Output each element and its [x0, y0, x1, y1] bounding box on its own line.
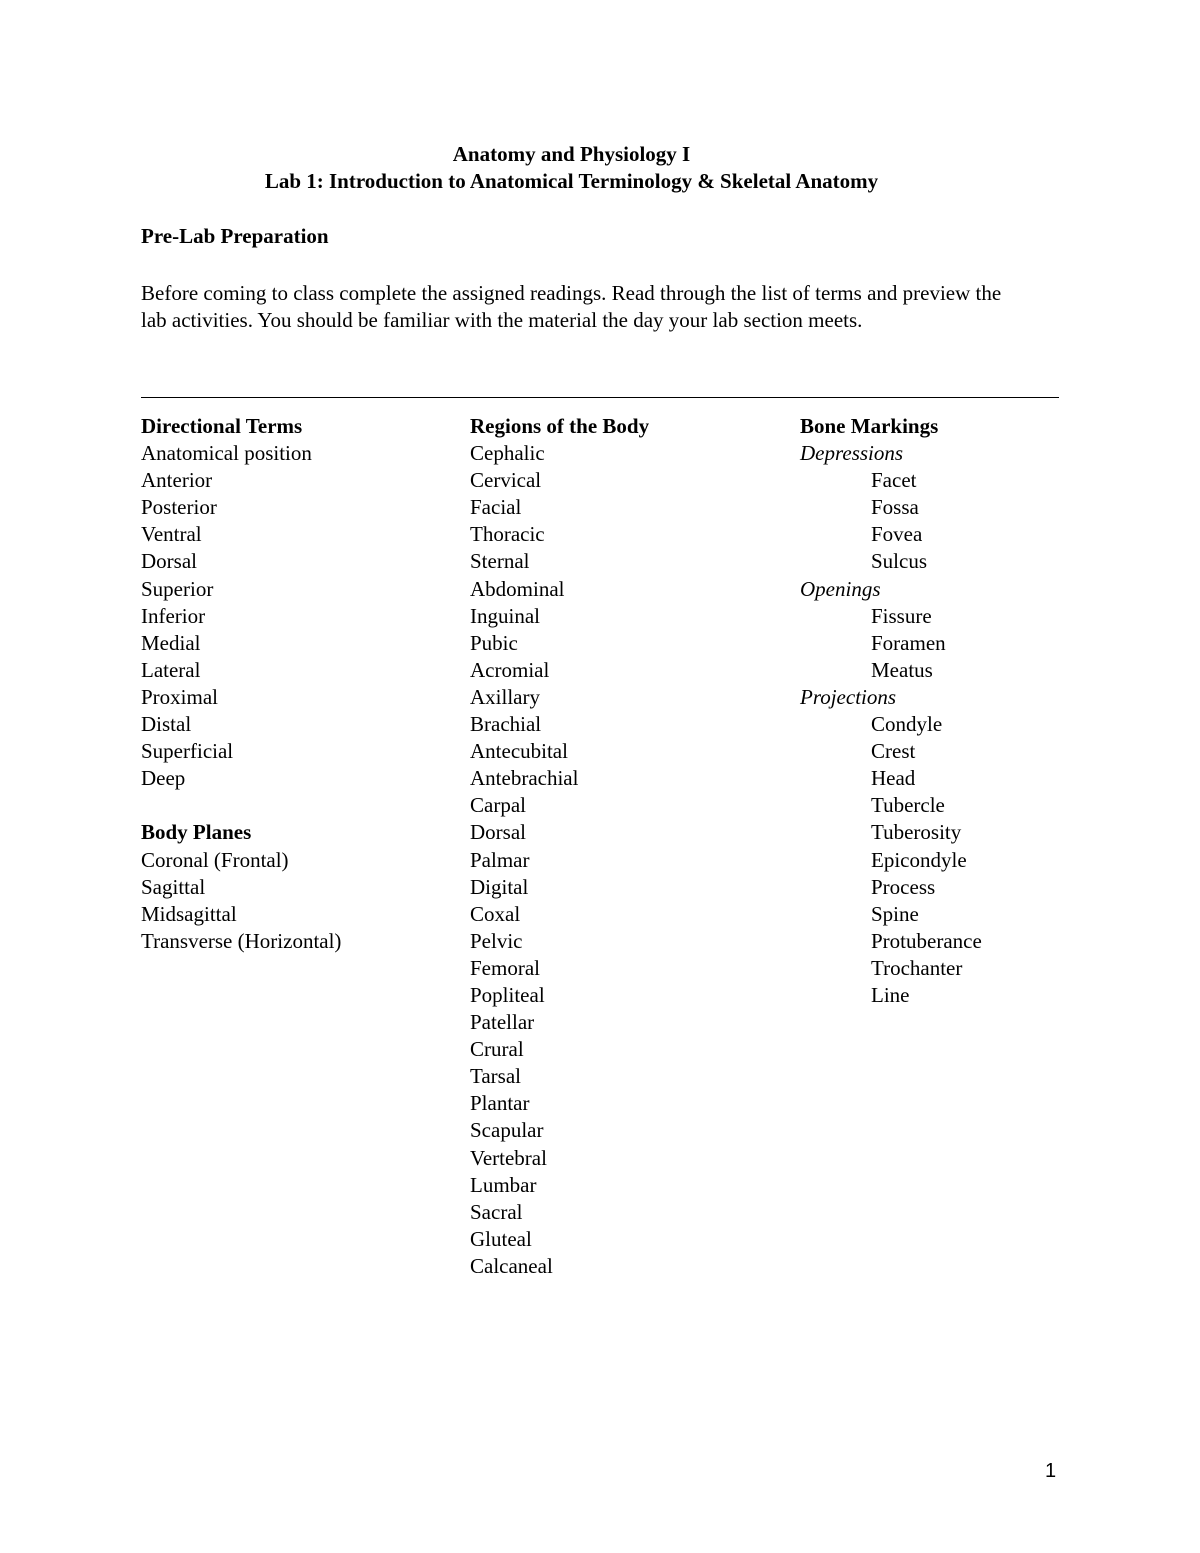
region-term: Popliteal [470, 982, 545, 1007]
column-bone-markings [800, 413, 982, 1009]
region-term: Cervical [470, 468, 542, 493]
directional-term: Lateral [141, 657, 201, 682]
regions-heading: Regions of the Body [470, 414, 650, 438]
directional-term: Proximal [141, 684, 218, 709]
directional-term: Deep [141, 766, 186, 791]
bone-marking-term: Spine [871, 901, 919, 926]
directional-term: Superior [141, 576, 214, 601]
bone-marking-term: Fovea [871, 522, 923, 547]
region-term: Patellar [470, 1010, 535, 1035]
region-term: Lumbar [470, 1172, 537, 1197]
bone-markings-list [800, 413, 982, 1009]
region-term: Acromial [470, 657, 550, 682]
directional-term: Inferior [141, 603, 206, 628]
bone-marking-term: Trochanter [871, 955, 963, 980]
bone-marking-term: Condyle [871, 712, 943, 737]
region-term: Digital [470, 874, 529, 899]
openings-subheading: Openings [800, 576, 881, 601]
depressions-subheading: Depressions [800, 441, 904, 466]
column-directional-and-planes [141, 413, 341, 955]
page-number: 1 [1045, 1460, 1057, 1482]
directional-terms-list [141, 413, 341, 955]
prelab-paragraph: Before coming to class complete the assigned readings. Read through the list of terms and preview the lab activities. You should be familiar with the material the day your lab section meets. [141, 281, 1002, 332]
body-plane-term: Coronal (Frontal) [141, 847, 289, 872]
region-term: Sacral [470, 1199, 523, 1224]
column-regions [470, 413, 649, 1280]
region-term: Brachial [470, 712, 542, 737]
region-term: Pubic [470, 630, 518, 655]
directional-term: Ventral [141, 522, 202, 547]
region-term: Inguinal [470, 603, 540, 628]
directional-term: Dorsal [141, 549, 197, 574]
body-plane-term: Transverse (Horizontal) [141, 928, 342, 953]
body-plane-term: Sagittal [141, 874, 206, 899]
directional-term: Medial [141, 630, 201, 655]
region-term: Facial [470, 495, 522, 520]
region-term: Thoracic [470, 522, 545, 547]
region-term: Vertebral [470, 1145, 547, 1170]
region-term: Pelvic [470, 928, 523, 953]
body-planes-heading: Body Planes [141, 820, 252, 845]
region-term: Crural [470, 1037, 524, 1062]
region-term: Tarsal [470, 1064, 522, 1089]
region-term: Dorsal [470, 820, 526, 845]
bone-markings-heading: Bone Markings [800, 414, 939, 438]
region-term: Scapular [470, 1118, 544, 1143]
bone-marking-term: Foramen [871, 630, 946, 655]
projections-subheading: Projections [800, 684, 897, 709]
bone-marking-term: Epicondyle [871, 847, 967, 872]
region-term: Cephalic [470, 441, 545, 466]
region-term: Axillary [470, 684, 540, 709]
directional-term: Distal [141, 712, 192, 737]
bone-marking-term: Tubercle [871, 793, 945, 818]
directional-term: Posterior [141, 495, 217, 520]
directional-term: Anterior [141, 468, 213, 493]
region-term: Gluteal [470, 1226, 532, 1251]
prelab-heading: Pre-Lab Preparation [141, 224, 329, 248]
bone-marking-term: Facet [871, 468, 917, 493]
directional-terms-heading: Directional Terms [141, 414, 303, 438]
bone-marking-term: Meatus [871, 657, 933, 682]
directional-term: Anatomical position [141, 441, 312, 466]
region-term: Sternal [470, 549, 530, 574]
region-term: Antecubital [470, 739, 568, 764]
region-term: Palmar [470, 847, 530, 872]
region-term: Antebrachial [470, 766, 579, 791]
bone-marking-term: Sulcus [871, 549, 928, 574]
bone-marking-term: Tuberosity [871, 820, 962, 845]
region-term: Abdominal [470, 576, 565, 601]
lab-title: Lab 1: Introduction to Anatomical Terminology & Skeletal Anatomy [264, 169, 879, 193]
list-spacer [141, 792, 341, 819]
course-title: Anatomy and Physiology I [452, 142, 691, 166]
regions-list [470, 413, 649, 1280]
bone-marking-term: Fissure [871, 603, 932, 628]
region-term: Coxal [470, 901, 521, 926]
bone-marking-term: Head [871, 766, 916, 791]
directional-term: Superficial [141, 739, 234, 764]
bone-marking-term: Crest [871, 739, 916, 764]
region-term: Calcaneal [470, 1253, 553, 1278]
region-term: Femoral [470, 955, 540, 980]
section-divider [141, 397, 1059, 398]
body-plane-term: Midsagittal [141, 901, 237, 926]
region-term: Plantar [470, 1091, 530, 1116]
bone-marking-term: Protuberance [871, 928, 982, 953]
region-term: Carpal [470, 793, 526, 818]
bone-marking-term: Line [871, 982, 910, 1007]
bone-marking-term: Process [871, 874, 936, 899]
bone-marking-term: Fossa [871, 495, 919, 520]
